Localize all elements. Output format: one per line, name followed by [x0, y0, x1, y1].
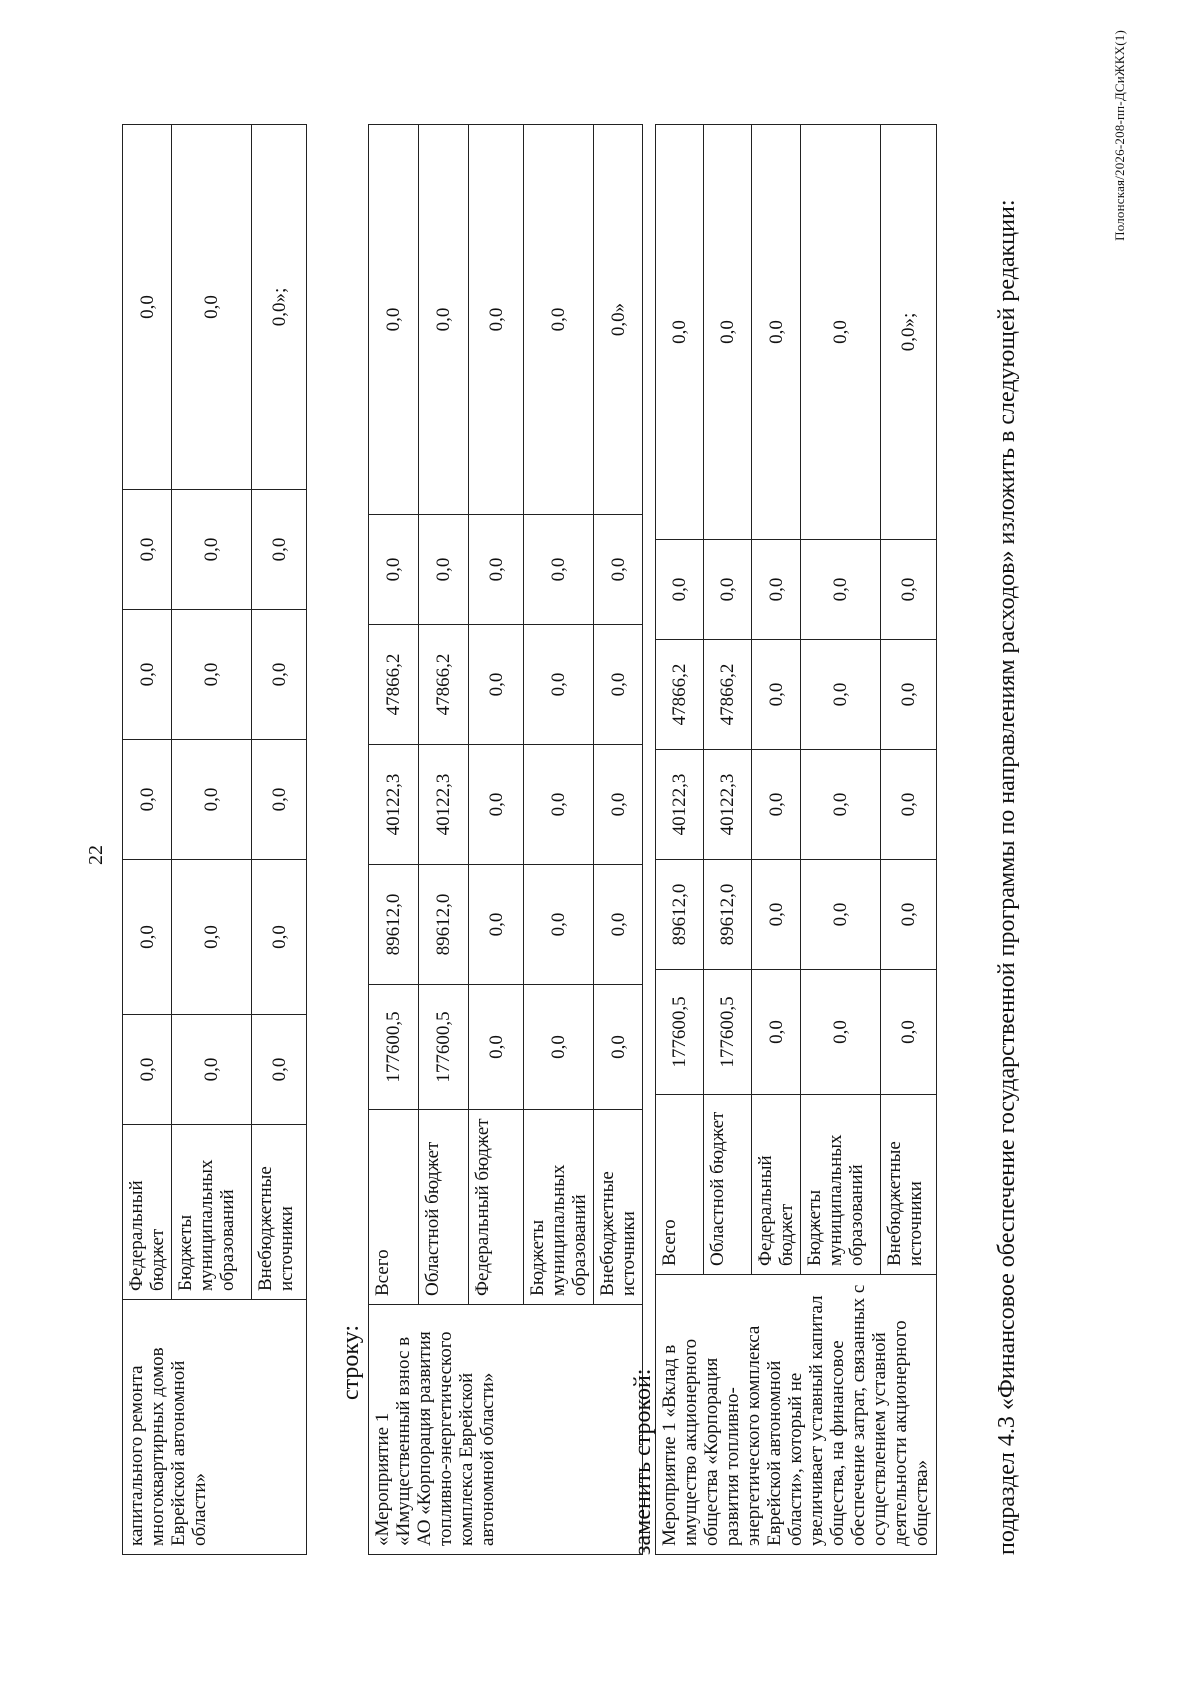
value-cell: 47866,2	[419, 625, 469, 745]
table-row	[123, 125, 172, 1555]
value-cell: 0,0	[752, 860, 801, 970]
value-cell: 0,0	[469, 515, 524, 625]
value-cell: 0,0	[123, 860, 172, 1015]
value-cell: 0,0»;	[252, 125, 307, 490]
table-section-2	[368, 124, 643, 1555]
source-label: Бюджеты муниципальных образований	[801, 1095, 881, 1275]
value-cell: 47866,2	[656, 640, 704, 750]
value-cell: 0,0	[252, 740, 307, 860]
source-label: Областной бюджет	[704, 1095, 752, 1275]
value-cell: 0,0	[881, 750, 937, 860]
value-cell: 0,0	[656, 125, 704, 540]
value-cell: 40122,3	[369, 745, 419, 865]
value-cell: 0,0	[172, 740, 252, 860]
value-cell: 0,0	[594, 865, 643, 985]
value-cell: 0,0	[801, 750, 881, 860]
value-cell: 0,0	[419, 515, 469, 625]
value-cell: 0,0	[881, 540, 937, 640]
source-label: Внебюджетные источники	[594, 1110, 643, 1305]
value-cell: 0,0	[752, 640, 801, 750]
value-cell: 0,0	[524, 515, 594, 625]
value-cell: 0,0	[172, 490, 252, 610]
value-cell: 0,0	[419, 125, 469, 515]
value-cell: 0,0	[801, 970, 881, 1095]
value-cell: 0,0	[469, 985, 524, 1110]
value-cell: 177600,5	[369, 985, 419, 1110]
value-cell: 0,0	[469, 865, 524, 985]
value-cell: 89612,0	[419, 865, 469, 985]
source-label: Внебюджетные источники	[881, 1095, 937, 1275]
value-cell: 0,0	[123, 490, 172, 610]
value-cell: 0,0	[752, 750, 801, 860]
value-cell: 0,0	[172, 125, 252, 490]
value-cell: 89612,0	[704, 860, 752, 970]
value-cell: 0,0	[172, 1015, 252, 1125]
value-cell: 0,0	[704, 540, 752, 640]
value-cell: 177600,5	[704, 970, 752, 1095]
value-cell: 0,0	[881, 640, 937, 750]
value-cell: 0,0	[123, 125, 172, 490]
value-cell: 0,0	[252, 860, 307, 1015]
page-number: 22	[85, 845, 107, 865]
value-cell: 0,0	[594, 625, 643, 745]
value-cell: 0,0	[752, 540, 801, 640]
label-zamenit: заменить строкой:	[630, 1368, 656, 1555]
value-cell: 47866,2	[369, 625, 419, 745]
value-cell: 0,0	[524, 745, 594, 865]
value-cell: 0,0	[252, 490, 307, 610]
value-cell: 0,0»	[594, 125, 643, 515]
value-cell: 0,0	[881, 860, 937, 970]
value-cell: 0,0	[594, 985, 643, 1110]
value-cell: 0,0	[524, 625, 594, 745]
source-label: Бюджеты муниципальных образований	[172, 1125, 252, 1300]
value-cell: 0,0	[752, 970, 801, 1095]
value-cell: 0,0	[252, 1015, 307, 1125]
value-cell: 0,0	[123, 610, 172, 740]
value-cell: 0,0	[123, 740, 172, 860]
value-cell: 0,0	[801, 860, 881, 970]
value-cell: 0,0»;	[881, 125, 937, 540]
source-label: Всего	[656, 1095, 704, 1275]
value-cell: 0,0	[172, 860, 252, 1015]
value-cell: 0,0	[469, 745, 524, 865]
source-label: Внебюджетные источники	[252, 1125, 307, 1300]
table-section-1	[122, 124, 307, 1555]
source-label: Всего	[369, 1110, 419, 1305]
value-cell: 0,0	[252, 610, 307, 740]
section3-title: Мероприятие 1 «Вклад в имущество акционерного общества «Корпорация развития топливно-энергетического комплекса Еврейской автономной области», который не увеличивает уставный капитал общества, на финансовое обеспечение затрат, связанных с осуществлением уставной деятельности акционерного общества»	[656, 1275, 937, 1555]
value-cell: 89612,0	[369, 865, 419, 985]
value-cell: 0,0	[594, 745, 643, 865]
value-cell: 0,0	[123, 1015, 172, 1125]
value-cell: 0,0	[801, 125, 881, 540]
value-cell: 0,0	[524, 865, 594, 985]
source-label: Федеральный бюджет	[752, 1095, 801, 1275]
source-label: Областной бюджет	[419, 1110, 469, 1305]
source-label: Федеральный бюджет	[123, 1125, 172, 1300]
value-cell: 177600,5	[419, 985, 469, 1110]
value-cell: 40122,3	[704, 750, 752, 860]
value-cell: 47866,2	[704, 640, 752, 750]
label-stroku: строку:	[338, 1324, 364, 1400]
value-cell: 0,0	[704, 125, 752, 540]
value-cell: 40122,3	[419, 745, 469, 865]
value-cell: 89612,0	[656, 860, 704, 970]
final-paragraph: подраздел 4.3 «Финансовое обеспечение государственной программы по направлениям расходов» изложить в следующей редакции:	[994, 199, 1020, 1555]
footer-code: Полонская/2026-208-пп-ДСиЖКХ(1)	[1112, 30, 1127, 241]
value-cell: 0,0	[369, 515, 419, 625]
value-cell: 0,0	[656, 540, 704, 640]
value-cell: 0,0	[752, 125, 801, 540]
section2-title: «Мероприятие 1 «Имущественный взнос в АО «Корпорация развития топливно-энергетического комплекса Еврейской автономной области»	[369, 1305, 643, 1555]
value-cell: 40122,3	[656, 750, 704, 860]
table-row	[369, 125, 419, 1555]
source-label: Федеральный бюджет	[469, 1110, 524, 1305]
section1-title: капитального ремонта многоквартирных домов Еврейской автономной области»	[123, 1300, 307, 1555]
value-cell: 177600,5	[656, 970, 704, 1095]
value-cell: 0,0	[469, 125, 524, 515]
value-cell: 0,0	[801, 540, 881, 640]
value-cell: 0,0	[801, 640, 881, 750]
value-cell: 0,0	[524, 125, 594, 515]
value-cell: 0,0	[881, 970, 937, 1095]
value-cell: 0,0	[594, 515, 643, 625]
value-cell: 0,0	[469, 625, 524, 745]
value-cell: 0,0	[172, 610, 252, 740]
table-section-3	[655, 124, 937, 1555]
source-label: Бюджеты муниципальных образований	[524, 1110, 594, 1305]
value-cell: 0,0	[369, 125, 419, 515]
value-cell: 0,0	[524, 985, 594, 1110]
table-row	[656, 125, 704, 1555]
